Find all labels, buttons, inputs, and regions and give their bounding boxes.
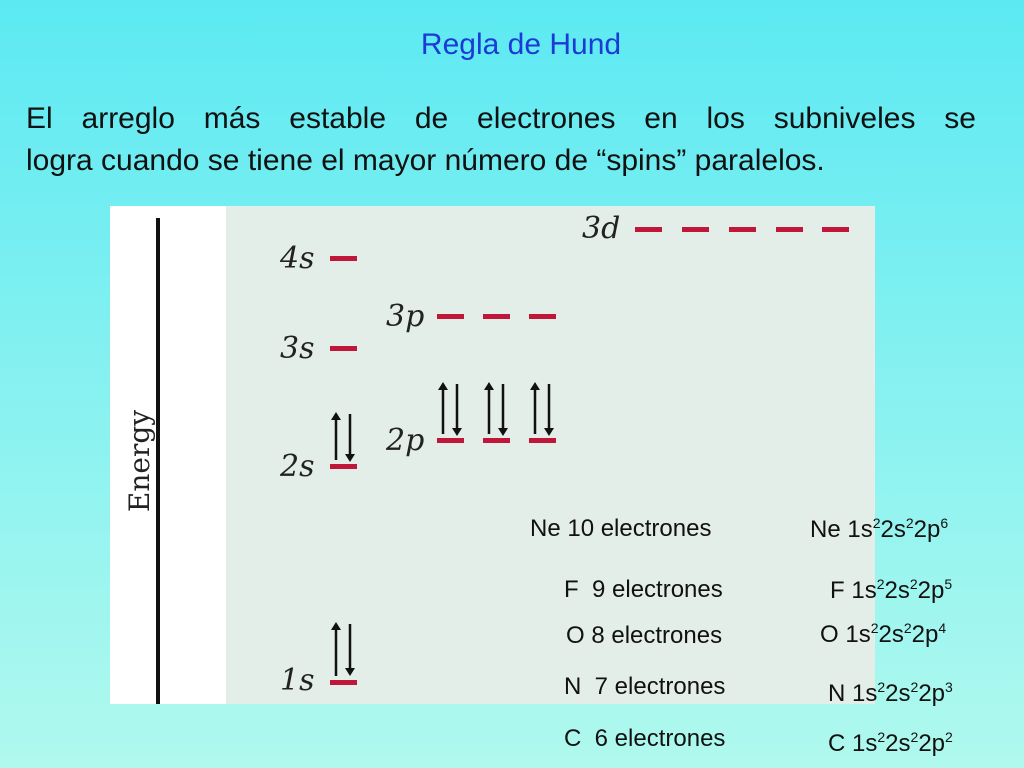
level-3d-4 <box>776 227 803 232</box>
config-exp: 6 <box>940 515 949 531</box>
config-part: 1s <box>852 680 878 707</box>
level-3p-1 <box>437 314 464 319</box>
config-part: 2s <box>880 516 906 543</box>
config-symbol: O <box>820 621 839 648</box>
level-3d-2 <box>682 227 709 232</box>
config-symbol: F <box>830 577 845 604</box>
config-symbol: N <box>828 680 846 707</box>
config-part: 1s <box>852 730 878 757</box>
config-part: 1s <box>847 516 873 543</box>
config-symbol: C <box>828 730 846 757</box>
hund-rule-description <box>26 98 976 182</box>
level-4s <box>330 256 357 261</box>
orbital-label-2s: 2s <box>280 449 315 484</box>
level-3p-2 <box>483 314 510 319</box>
electron-count-ne: Ne 10 electrones <box>530 515 712 542</box>
config-exp: 3 <box>945 679 953 695</box>
config-exp: 2 <box>910 729 919 745</box>
level-2s <box>330 464 357 469</box>
level-3s <box>330 346 357 351</box>
energy-axis-label: Energy <box>123 409 156 513</box>
level-2p-3 <box>529 438 556 443</box>
orbital-label-3d: 3d <box>582 211 621 246</box>
electron-count-o: O 8 electrones <box>566 622 723 649</box>
level-1s <box>330 680 357 685</box>
config-part: 2p <box>911 621 939 648</box>
config-exp: 2 <box>905 515 914 531</box>
orbital-label-1s: 1s <box>280 663 315 698</box>
config-part: 2s <box>884 577 910 604</box>
config-ne <box>810 515 948 544</box>
config-part: 1s <box>851 577 877 604</box>
electron-count-n: N 7 electrones <box>564 673 726 700</box>
config-exp: 2 <box>909 576 918 592</box>
config-o <box>820 620 946 649</box>
config-f <box>830 576 952 605</box>
orbital-label-4s: 4s <box>280 241 315 276</box>
energy-level-diagram <box>110 206 875 704</box>
config-part: 2s <box>885 680 911 707</box>
config-part: 2p <box>917 577 945 604</box>
level-2p-1 <box>437 438 464 443</box>
config-exp: 2 <box>870 620 879 636</box>
config-part: 2p <box>918 680 946 707</box>
level-3d-5 <box>822 227 849 232</box>
config-exp: 2 <box>877 679 886 695</box>
level-3d-1 <box>635 227 662 232</box>
description-line-1: El arreglo más estable de electrones en los subniveles se <box>26 102 976 135</box>
config-part: 1s <box>845 621 871 648</box>
config-exp: 2 <box>903 620 912 636</box>
orbital-label-3s: 3s <box>280 331 315 366</box>
config-part: 2p <box>913 516 941 543</box>
config-exp: 2 <box>910 679 919 695</box>
orbital-label-2p: 2p <box>386 423 425 458</box>
config-exp: 4 <box>938 620 947 636</box>
orbital-label-3p: 3p <box>386 299 425 334</box>
config-symbol: Ne <box>810 516 841 543</box>
level-3p-3 <box>529 314 556 319</box>
level-2p-2 <box>483 438 510 443</box>
config-exp: 2 <box>945 729 953 745</box>
config-exp: 5 <box>944 576 953 592</box>
config-n <box>828 679 953 708</box>
orbital-levels <box>110 206 875 704</box>
config-part: 2p <box>918 730 946 757</box>
config-exp: 2 <box>872 515 881 531</box>
electron-count-c: C 6 electrones <box>564 725 726 752</box>
config-part: 2s <box>878 621 904 648</box>
config-part: 2s <box>885 730 911 757</box>
level-3d-3 <box>729 227 756 232</box>
config-exp: 2 <box>877 729 886 745</box>
electron-count-f: F 9 electrones <box>564 576 723 603</box>
config-exp: 2 <box>876 576 885 592</box>
description-line-2: logra cuando se tiene el mayor número de “spins” paralelos. <box>26 144 825 177</box>
config-c <box>828 729 953 758</box>
slide-title: Regla de Hund <box>420 28 622 61</box>
